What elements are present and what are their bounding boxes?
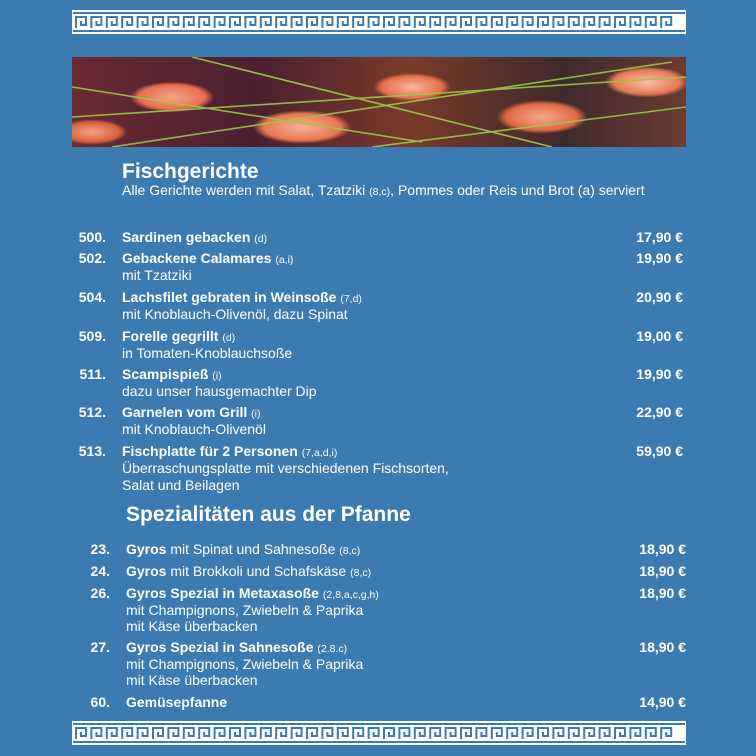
item-number: 504. (78, 289, 106, 305)
item-description: mit Champignons, Zwiebeln & Paprika (126, 656, 364, 672)
item-name: Forelle gegrillt (d) (122, 328, 236, 344)
item-name: Scampispieß (i) (122, 366, 222, 382)
item-price: 18,90 € (639, 563, 686, 579)
item-price: 18,90 € (639, 639, 686, 655)
item-price: 18,90 € (639, 541, 686, 557)
item-number: 500. (78, 229, 106, 245)
item-name: Gebackene Calamares (a,i) (122, 250, 294, 266)
item-price: 59,90 € (636, 443, 683, 459)
shrimp-photo (72, 57, 686, 147)
item-description: mit Knoblauch-Olivenöl, dazu Spinat (122, 306, 348, 322)
item-description: mit Knoblauch-Olivenöl (122, 421, 266, 437)
fish-intro: Alle Gerichte werden mit Salat, Tzatziki (8,c), Pommes oder Reis und Brot (a) serviert (122, 182, 645, 198)
item-number: 60. (90, 694, 110, 710)
item-name: Gyros mit Spinat und Sahnesoße (8,c) (126, 541, 361, 557)
item-number: 512. (78, 404, 106, 420)
item-price: 22,90 € (636, 404, 683, 420)
item-name: Gyros mit Brokkoli und Schafskäse (8,c) (126, 563, 372, 579)
item-description: in Tomaten-Knoblauchsoße (122, 345, 293, 361)
fish-section-title: Fischgerichte (122, 160, 259, 183)
item-price: 18,90 € (639, 585, 686, 601)
item-description: mit Käse überbacken (126, 672, 258, 688)
item-name: Gyros Spezial in Sahnesoße (2.8.c) (126, 639, 348, 655)
item-name: Sardinen gebacken (d) (122, 229, 268, 245)
item-name: Gemüsepfanne (126, 694, 228, 710)
item-name: Gyros Spezial in Metaxasoße (2,8,a,c,g,h) (126, 585, 379, 601)
item-number: 23. (90, 541, 110, 557)
item-number: 513. (78, 443, 106, 459)
item-price: 19,00 € (636, 328, 683, 344)
item-description: mit Champignons, Zwiebeln & Paprika (126, 602, 364, 618)
item-name: Lachsfilet gebraten in Weinsoße (7,d) (122, 289, 362, 305)
item-price: 19,90 € (636, 366, 683, 382)
item-description: dazu unser hausgemachter Dip (122, 383, 317, 399)
item-description: Salat und Beilagen (122, 477, 240, 493)
greek-key-border-top (72, 10, 686, 34)
item-price: 17,90 € (636, 229, 683, 245)
item-number: 511. (79, 366, 106, 382)
item-number: 502. (78, 250, 106, 266)
pan-section-title: Spezialitäten aus der Pfanne (126, 503, 411, 526)
item-number: 26. (90, 585, 110, 601)
item-description: mit Tzatziki (122, 267, 192, 283)
item-description: mit Käse überbacken (126, 618, 258, 634)
item-price: 14,90 € (639, 694, 686, 710)
item-description: Überraschungsplatte mit verschiedenen Fischsorten, (122, 460, 449, 476)
item-price: 19,90 € (636, 250, 683, 266)
item-name: Fischplatte für 2 Personen (7,a,d,i) (122, 443, 338, 459)
item-number: 27. (90, 639, 110, 655)
item-number: 509. (78, 328, 106, 344)
item-price: 20,90 € (636, 289, 683, 305)
greek-key-border-bottom (72, 721, 686, 745)
item-name: Garnelen vom Grill (i) (122, 404, 261, 420)
item-number: 24. (90, 563, 110, 579)
